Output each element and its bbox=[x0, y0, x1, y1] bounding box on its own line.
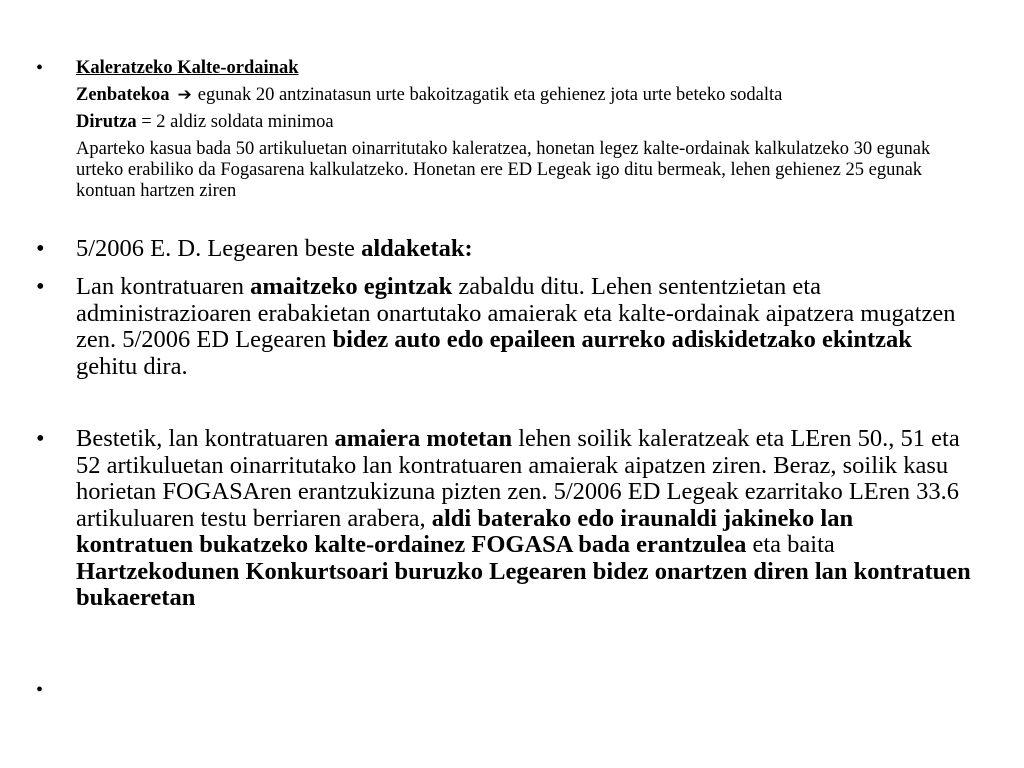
dirutza-text: = 2 aldiz soldata minimoa bbox=[141, 112, 334, 132]
bullet-1: • bbox=[36, 57, 44, 79]
zenbatekoa-text: egunak 20 antzinatasun urte bakoitzagatik eta gehienez jota urte beteko sodalta bbox=[197, 85, 783, 105]
bullet-3: • bbox=[36, 273, 45, 300]
section-4-text-3: eta baita bbox=[746, 531, 835, 558]
section-4-bold-1: amaiera motetan bbox=[334, 425, 513, 452]
bullet-5: • bbox=[36, 679, 44, 701]
aparteko-paragraph: Aparteko kasua bada 50 artikuluetan oinarritutako kaleratzea, honetan legez kalte-ordainak kalkulatzeko 30 egunak urteko erabiliko da Fogasarena kalkulatzeko. Honetan ere ED Legeak igo ditu bermeak, lehen gehienez 25 egunak kontuan hartzen ziren bbox=[76, 139, 931, 201]
section-2-text bbox=[76, 236, 976, 263]
section-2-prefix: 5/2006 E. D. Legearen beste bbox=[76, 235, 362, 262]
bullet-4: • bbox=[36, 425, 45, 452]
section-4-text-1: Bestetik, lan kontratuaren bbox=[76, 425, 335, 452]
section-3-text-2: zabaldu ditu. Lehen sententzietan eta administrazioaren erabakietan onartutako amaierak eta kalte-ordainak aipatzera mugatzen zen. 5/2006 ED Legearen bbox=[76, 273, 956, 353]
section-1-heading: Kaleratzeko Kalte-ordainak bbox=[76, 58, 299, 78]
section-3-text bbox=[76, 274, 976, 380]
dirutza-line bbox=[76, 112, 976, 133]
dirutza-label: Dirutza bbox=[76, 112, 137, 132]
arrow-right-icon: ➔ bbox=[177, 85, 192, 105]
section-4-text-2: lehen soilik kaleratzeak eta LEren 50., 51 eta 52 artikuluetan oinarritutako lan kontratuaren amaierak aipatzen ziren. Beraz, soilik kasu horietan FOGASAren erantzukizuna pizten zen. 5/2006 ED Legeak ezarritako LEren 33.6 artikuluaren testu berriaren arabera, bbox=[76, 425, 960, 532]
section-4-bold-2: aldi baterako edo iraunaldi jakineko lan kontratuen bukatzeko kalte-ordainez FOGASA bada erantzulea bbox=[76, 504, 854, 558]
section-3-bold-1: amaitzeko egintzak bbox=[250, 273, 453, 300]
section-3-bold-2: bidez auto edo epaileen aurreko adiskidetzako ekintzak bbox=[332, 326, 912, 353]
bullet-2: • bbox=[36, 235, 45, 262]
section-1-text bbox=[76, 58, 976, 202]
section-3-text-1: Lan kontratuaren bbox=[76, 273, 251, 300]
section-3-text-3: gehitu dira. bbox=[76, 352, 188, 380]
section-2-bold: aldaketak: bbox=[361, 235, 473, 262]
section-4-text bbox=[76, 426, 976, 612]
section-4-bold-3: Hartzekodunen Konkurtsoari buruzko Legearen bidez onartzen diren lan kontratuen bukaeretan bbox=[76, 557, 971, 611]
zenbatekoa-label: Zenbatekoa bbox=[76, 85, 170, 105]
zenbatekoa-line bbox=[76, 85, 976, 106]
